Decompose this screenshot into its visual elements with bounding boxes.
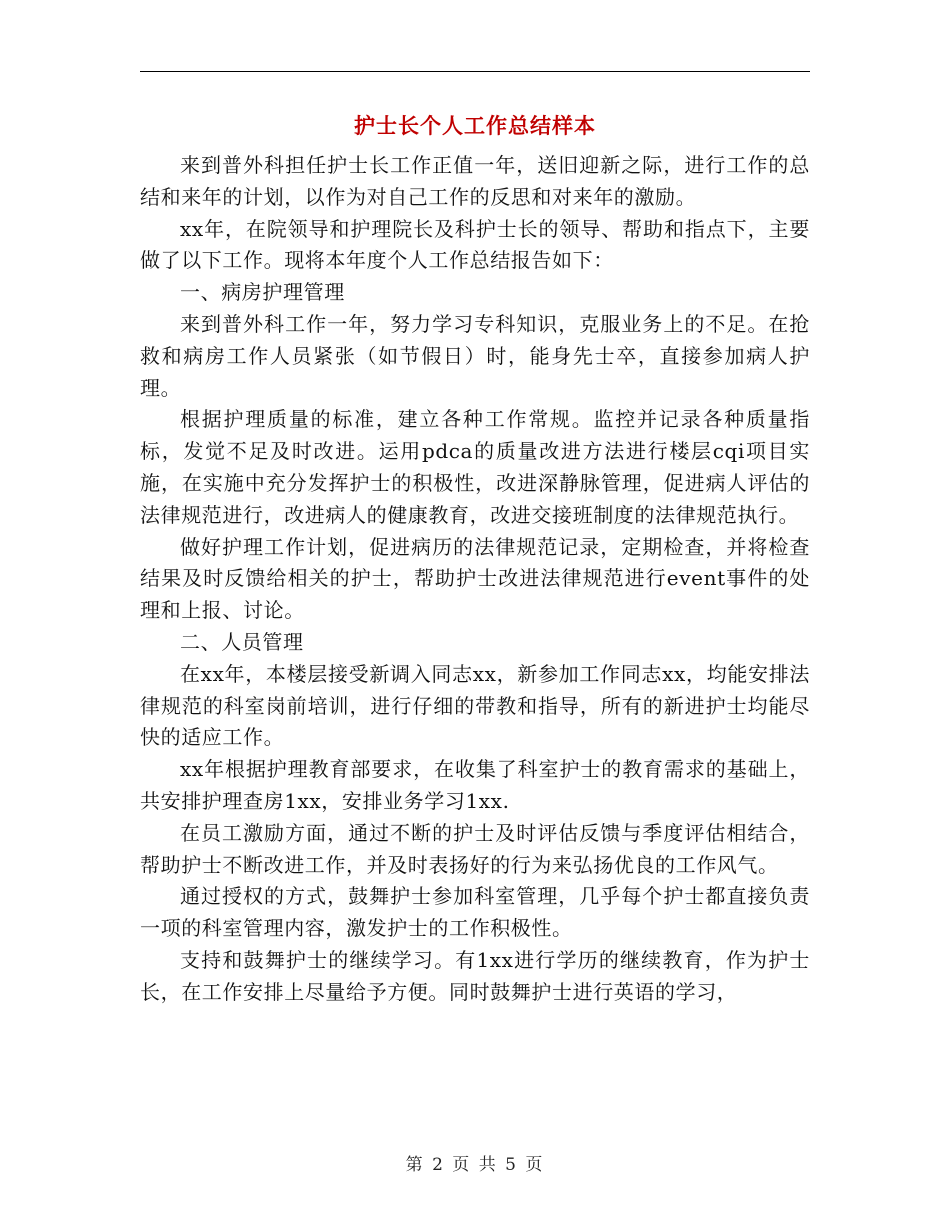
paragraph: 在员工激励方面，通过不断的护士及时评估反馈与季度评估相结合，帮助护士不断改进工作，并及时表扬好的行为来弘扬优良的工作风气。 [140,820,810,877]
page-number-footer: 第 2 页 共 5 页 [405,1155,545,1175]
paragraph: 在xx年，本楼层接受新调入同志xx，新参加工作同志xx，均能安排法律规范的科室岗前培训，进行仔细的带教和指导，所有的新进护士均能尽快的适应工作。 [140,661,810,750]
section-heading-ward-management: 一、病房护理管理 [180,280,345,305]
document-title: 护士长个人工作总结样本 [354,114,596,138]
paragraph: xx年根据护理教育部要求，在收集了科室护士的教育需求的基础上，共安排护理查房1xx，安排业务学习1xx. [140,757,810,813]
paragraph: 通过授权的方式，鼓舞护士参加科室管理，几乎每个护士都直接负责一项的科室管理内容，激发护士的工作积极性。 [140,884,810,941]
paragraph-intro: 来到普外科担任护士长工作正值一年，送旧迎新之际，进行工作的总结和来年的计划，以作为对自己工作的反思和对来年的激励。 [140,153,810,209]
paragraph: 做好护理工作计划，促进病历的法律规范记录，定期检查，并将检查结果及时反馈给相关的护士，帮助护士改进法律规范进行event事件的处理和上报、讨论。 [140,534,810,623]
paragraph: 根据护理质量的标准，建立各种工作常规。监控并记录各种质量指标，发觉不足及时改进。运用pdca的质量改进方法进行楼层cqi项目实施，在实施中充分发挥护士的积极性，改进深静脉管理，促进病人评估的法律规范进行，改进病人的健康教育，改进交接班制度的法律规范执行。 [140,407,810,527]
paragraph-summary-lead: xx年，在院领导和护理院长及科护士长的领导、帮助和指点下，主要做了以下工作。现将本年度个人工作总结报告如下： [140,216,810,273]
section-heading-staff-management: 二、人员管理 [180,629,304,654]
document-body [140,150,810,1009]
header-rule [140,71,810,72]
paragraph: 来到普外科工作一年，努力学习专科知识，克服业务上的不足。在抢救和病房工作人员紧张（如节假日）时，能身先士卒，直接参加病人护理。 [140,311,810,400]
paragraph: 支持和鼓舞护士的继续学习。有1xx进行学历的继续教育，作为护士长，在工作安排上尽量给予方便。同时鼓舞护士进行英语的学习， [140,947,810,1004]
